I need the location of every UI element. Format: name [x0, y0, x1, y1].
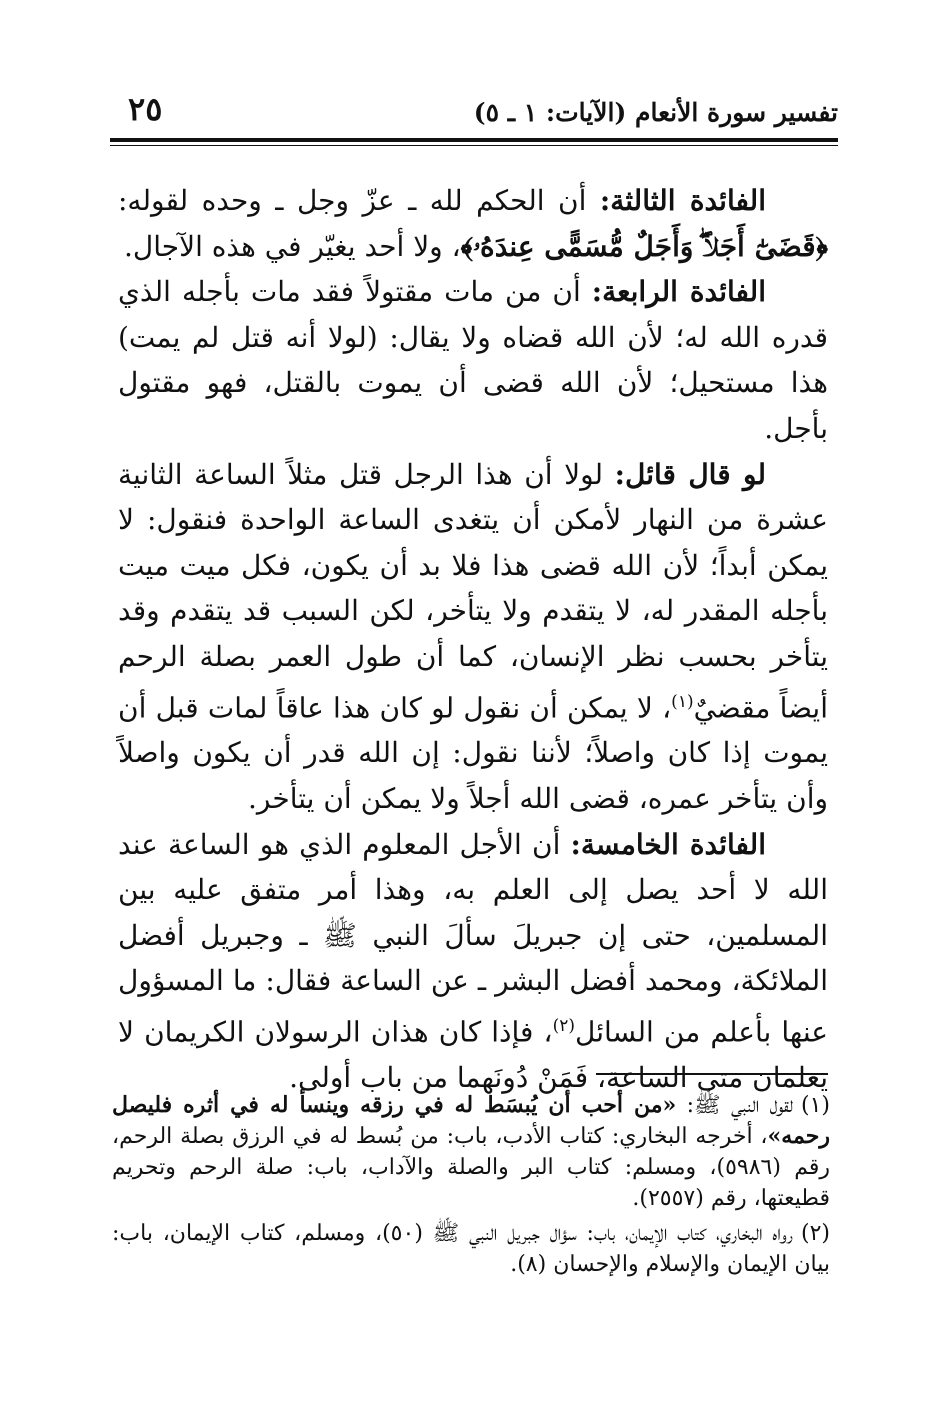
- footnote-ref[interactable]: (١): [671, 691, 694, 712]
- paragraph-text: ، ولا أحد يغيّر في هذه الآجال.: [124, 229, 461, 263]
- paragraph-third-benefit: [118, 178, 828, 269]
- footnote-number: (٢): [801, 1221, 831, 1246]
- paragraph-heading: لو قال قائل:: [614, 457, 766, 491]
- paragraph-heading: الفائدة الثالثة:: [599, 184, 766, 217]
- quran-verse: ﴿قَضَىٰٓ أَجَلاًۖ وَأَجَلٌ مُّسَمًّى عِندَهُۥ﴾: [460, 229, 828, 263]
- paragraph-heading: الفائدة الرابعة:: [591, 275, 766, 309]
- footnote-2: [112, 1218, 830, 1280]
- footnote-text: ، أخرجه البخاري: كتاب الأدب، باب: من بُسط له في الرزق بصلة الرحم، رقم (٥٩٨٦)، ومسلم: كتاب البر والصلة والآداب، باب: صلة الرحم وتحريم قطيعتها، رقم (٢٥٥٧).: [112, 1124, 831, 1211]
- paragraph-text: ، فإذا كان هذان الرسولان الكريمان لا يعلمان متى الساعة، فَمَنْ دُونَهما من باب أولى.: [118, 1015, 828, 1094]
- paragraph-heading: الفائدة الخامسة:: [570, 827, 766, 861]
- running-header: [110, 88, 838, 136]
- header-rule-thick: [110, 138, 838, 142]
- hadith-quote: «من أحب أن يُبسَط له في رزقه وينسأ له في أثره فليصل رحمه»: [112, 1092, 830, 1149]
- paragraph-objection: [118, 452, 828, 822]
- footnotes: [112, 1090, 830, 1284]
- main-text: [118, 178, 828, 1101]
- paragraph-text: لولا أن هذا الرجل قتل مثلاً الساعة الثانية عشرة من النهار لأمكن أن يتغدى الساعة الواحدة فنقول: لا يمكن أبداً؛ لأن الله قضى هذا فلا بد أن يكون، فكل ميت ميت بأجله المقدر له، لا يتقدم ولا يتأخر، لكن السبب قد يتقدم وقد يتأخر بحسب نظر الإنسان، كما أن طول العمر بصلة الرحم أيضاً مقضيٌ: [118, 457, 828, 724]
- footnote-1: [112, 1090, 830, 1214]
- footnote-separator: [596, 1073, 828, 1075]
- footnote-text: لقول النبي ﷺ:: [686, 1093, 793, 1118]
- paragraph-text: أن من مات مقتولاً فقد مات بأجله الذي قدره الله له؛ لأن الله قضاه ولا يقال: (لولا أنه قتل لم يمت) هذا مستحيل؛ لأن الله قضى أن يموت بالقتل، فهو مقتول بأجل.: [118, 275, 828, 445]
- paragraph-fifth-benefit: [118, 822, 828, 1101]
- page-number: ٢٥: [128, 90, 163, 128]
- header-rule-thin: [110, 145, 838, 146]
- footnote-ref[interactable]: (٢): [552, 1016, 575, 1037]
- footnote-text: رواه البخاري، كتاب الإيمان، باب: سؤال جبريل النبي ﷺ (٥٠)، ومسلم، كتاب الإيمان، باب: بيان الإيمان والإسلام والإحسان (٨).: [112, 1221, 830, 1277]
- header-title: تفسير سورة الأنعام (الآيات: ١ ـ ٥): [473, 98, 838, 127]
- paragraph-text: أن الحكم لله ـ عزّ وجل ـ وحده لقوله:: [118, 184, 587, 217]
- footnote-number: (١): [800, 1093, 830, 1118]
- paragraph-fourth-benefit: [118, 269, 828, 451]
- paragraph-text: أن الأجل المعلوم الذي هو الساعة عند الله لا أحد يصل إلى العلم به، وهذا أمر متفق عليه بين المسلمين، حتى إن جبريلَ سألَ النبي ﷺ ـ وجبريل أفضل الملائكة، ومحمد أفضل البشر ـ عن الساعة فقال: ما المسؤول عنها بأعلم من السائل: [118, 827, 828, 1049]
- paragraph-text: ، لا يمكن أن نقول لو كان هذا عاقاً لمات قبل أن يموت إذا كان واصلاً؛ لأننا نقول: إن الله قدر أن يكون واصلاً وأن يتأخر عمره، قضى الله أجلاً ولا يمكن أن يتأخر.: [118, 690, 828, 816]
